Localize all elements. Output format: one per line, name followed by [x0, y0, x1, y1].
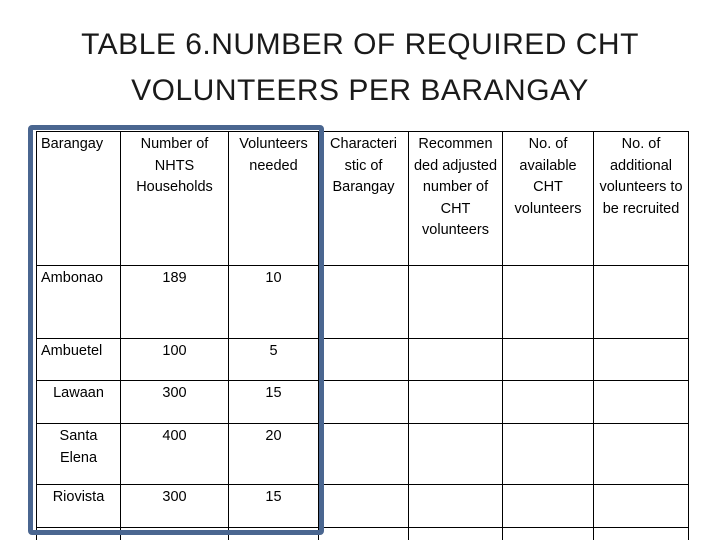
cell-barangay: Ambuetel	[37, 339, 121, 381]
cell-recommended	[409, 266, 503, 339]
cell-households: 100	[121, 339, 229, 381]
table-row	[37, 381, 689, 424]
header-additional-volunteers: No. of additional volunteers to be recruited	[594, 132, 689, 266]
cell-households: 300	[121, 381, 229, 424]
cell-recommended	[409, 339, 503, 381]
title-line-2: VOLUNTEERS PER BARANGAY	[131, 74, 589, 107]
header-volunteers-needed: Volunteers needed	[229, 132, 319, 266]
cell-characteristic	[319, 266, 409, 339]
cell-available	[503, 424, 594, 485]
cell-households: 400	[121, 424, 229, 485]
table-row-continuation	[37, 528, 689, 540]
cell-available	[503, 485, 594, 528]
cell-volunteers: 10	[229, 266, 319, 339]
cell-available	[503, 266, 594, 339]
cell-barangay: Santa Elena	[37, 424, 121, 485]
cell-additional	[594, 424, 689, 485]
cell-volunteers: 15	[229, 485, 319, 528]
title-line-1: TABLE 6.NUMBER OF REQUIRED CHT	[81, 28, 639, 61]
cell-recommended	[409, 424, 503, 485]
cell-households: 300	[121, 485, 229, 528]
header-recommended-adjusted: Recommen ded adjusted number of CHT volunteers	[409, 132, 503, 266]
cell-barangay: Riovista	[37, 485, 121, 528]
cell-volunteers: 5	[229, 339, 319, 381]
cell-characteristic	[319, 381, 409, 424]
header-characteristic: Characteri stic of Barangay	[319, 132, 409, 266]
cell-available	[503, 381, 594, 424]
cell-barangay: Lawaan	[37, 381, 121, 424]
table-row	[37, 485, 689, 528]
slide-title	[0, 22, 720, 114]
cell-additional	[594, 381, 689, 424]
cell-additional	[594, 485, 689, 528]
header-barangay: Barangay	[37, 132, 121, 266]
table-row	[37, 339, 689, 381]
cell-additional	[594, 339, 689, 381]
table-row	[37, 424, 689, 485]
table-header-row	[37, 132, 689, 266]
cell-additional	[594, 266, 689, 339]
table-row	[37, 266, 689, 339]
cell-volunteers: 15	[229, 381, 319, 424]
cell-characteristic	[319, 485, 409, 528]
cell-recommended	[409, 381, 503, 424]
cell-recommended	[409, 485, 503, 528]
cht-volunteers-table	[36, 131, 689, 540]
cell-available	[503, 339, 594, 381]
cell-characteristic	[319, 424, 409, 485]
header-available-cht: No. of available CHT volunteers	[503, 132, 594, 266]
header-nhts-households: Number of NHTS Households	[121, 132, 229, 266]
cell-barangay: Ambonao	[37, 266, 121, 339]
cell-characteristic	[319, 339, 409, 381]
cell-households: 189	[121, 266, 229, 339]
cell-volunteers: 20	[229, 424, 319, 485]
